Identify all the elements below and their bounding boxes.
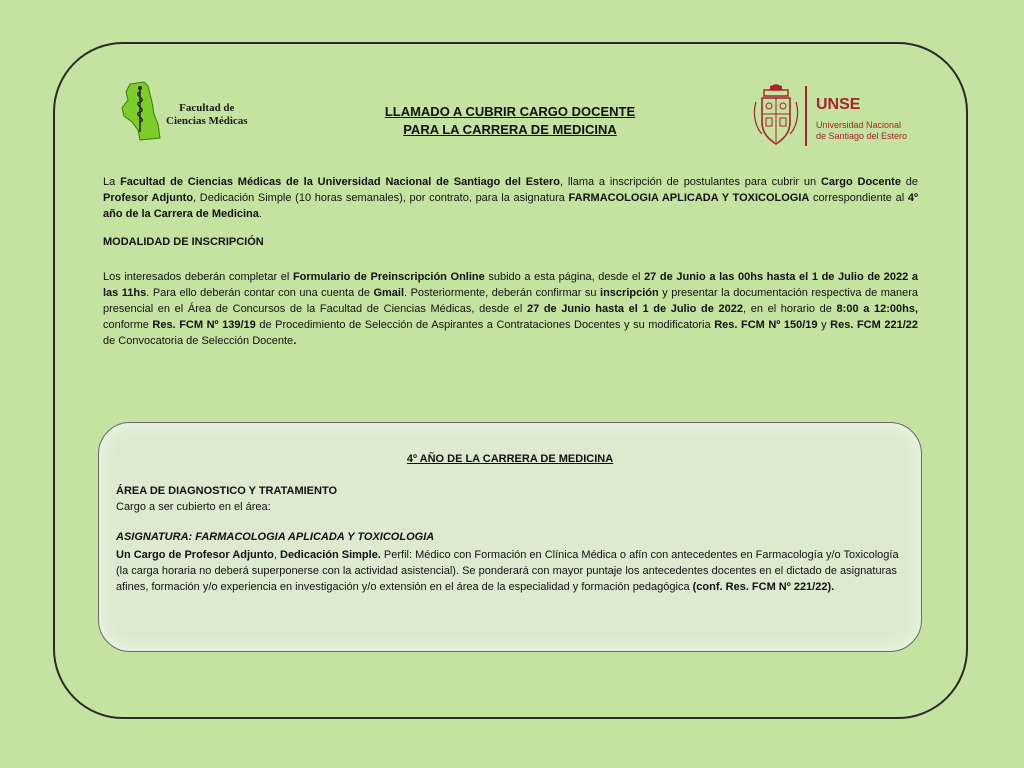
unse-name-line2: de Santiago del Estero — [816, 131, 908, 141]
position-panel — [98, 422, 922, 652]
panel-description-text — [116, 547, 906, 595]
text-segment: , Dedicación Simple (10 horas semanales), por contrato, para la asignatura — [193, 192, 569, 204]
text-segment: Facultad de Ciencias Médicas de la Universidad Nacional de Santiago del Estero — [120, 176, 560, 188]
page-title-line1: LLAMADO A CUBRIR CARGO DOCENTE — [384, 104, 636, 119]
text-segment: y presentar la documentación respectiva de manera presencial en el Área de Concursos de la Facultad de Ciencias Médicas, desde el — [103, 287, 918, 315]
text-segment: inscripción — [600, 287, 659, 299]
text-segment: . Posteriormente, deberán confirmar su — [404, 287, 601, 299]
text-segment: de Convocatoria de Selección Docente — [103, 335, 294, 347]
intro-text — [103, 174, 918, 222]
faculty-logo — [118, 80, 268, 140]
text-segment: Res. FCM Nº 139/19 — [152, 319, 256, 331]
page-title — [340, 103, 680, 139]
modalidad-paragraph — [103, 269, 918, 349]
text-segment: Profesor Adjunto — [103, 192, 194, 204]
faculty-logo-line2: Ciencias Médicas — [166, 115, 248, 127]
intro-paragraph — [103, 174, 918, 222]
text-segment: (conf. Res. FCM Nº 221/22). — [692, 581, 835, 593]
text-segment: . — [258, 208, 262, 220]
text-segment: 27 de Junio hasta el 1 de Julio de 2022 — [526, 303, 743, 315]
modalidad-heading: MODALIDAD DE INSCRIPCIÓN — [103, 236, 264, 248]
text-segment: de — [900, 176, 919, 188]
unse-divider — [805, 86, 807, 146]
unse-abbreviation: UNSE — [816, 96, 861, 113]
panel-cargo-label: Cargo a ser cubierto en el área: — [116, 501, 271, 513]
text-segment: Los interesados deberán completar el — [103, 271, 293, 283]
unse-name-line1: Universidad Nacional — [816, 120, 902, 130]
text-segment: Un Cargo de Profesor Adjunto — [116, 549, 274, 561]
text-segment: Gmail — [373, 287, 405, 299]
text-segment: Formulario de Preinscripción Online — [292, 271, 485, 283]
faculty-logo-line1: Facultad de — [179, 102, 235, 114]
text-segment: Perfil: Médico con Formación en Clínica Médica o afín con antecedentes en Farmacología y/o Toxicología (la carga horaria no deberá superponerse con la actividad asistencial). Se ponderará con mayor puntaje los antecedentes docentes en el dictado de asignaturas afines, formación y/o experiencia en investigación y/o extensión en el área de la especialidad y formación pedagógica — [116, 549, 899, 593]
panel-description — [116, 547, 906, 595]
text-segment: , — [273, 549, 280, 561]
text-segment: Res. FCM Nº 150/19 — [714, 319, 818, 331]
text-segment: 8:00 a 12:00hs, — [836, 303, 918, 315]
panel-title: 4º AÑO DE LA CARRERA DE MEDICINA — [406, 453, 614, 465]
unse-full-name — [816, 120, 907, 142]
text-segment: Dedicación Simple. — [280, 549, 381, 561]
text-segment: La — [103, 176, 121, 188]
panel-area-heading: ÁREA DE DIAGNOSTICO Y TRATAMIENTO — [116, 485, 338, 497]
text-segment: 4º año de la Carrera de Medicina — [103, 192, 918, 220]
text-segment: correspondiente al — [809, 192, 908, 204]
text-segment: , en el horario de — [743, 303, 837, 315]
text-segment: 27 de Junio a las 00hs hasta el 1 de Julio de 2022 a las 11hs — [103, 271, 918, 299]
text-segment: subido a esta página, desde el — [484, 271, 645, 283]
unse-coat-of-arms-icon — [752, 84, 800, 148]
text-segment: Cargo Docente — [820, 176, 901, 188]
unse-logo — [752, 84, 912, 148]
text-segment: . Para ello deberán contar con una cuenta de — [146, 287, 374, 299]
text-segment: y — [817, 319, 831, 331]
panel-asignatura: ASIGNATURA: FARMACOLOGIA APLICADA Y TOXICOLOGIA — [116, 531, 435, 543]
text-segment: Res. FCM 221/22 — [830, 319, 918, 331]
text-segment: , llama a inscripción de postulantes para cubrir un — [559, 176, 821, 188]
modalidad-text — [103, 269, 918, 349]
text-segment: . — [293, 335, 297, 347]
faculty-logo-text — [166, 102, 248, 128]
text-segment: de Procedimiento de Selección de Aspirantes a Contrataciones Docentes y su modificatoria — [255, 319, 715, 331]
text-segment: conforme — [103, 319, 153, 331]
page-title-line2: PARA LA CARRERA DE MEDICINA — [403, 122, 617, 137]
text-segment: FARMACOLOGIA APLICADA Y TOXICOLOGIA — [568, 192, 810, 204]
